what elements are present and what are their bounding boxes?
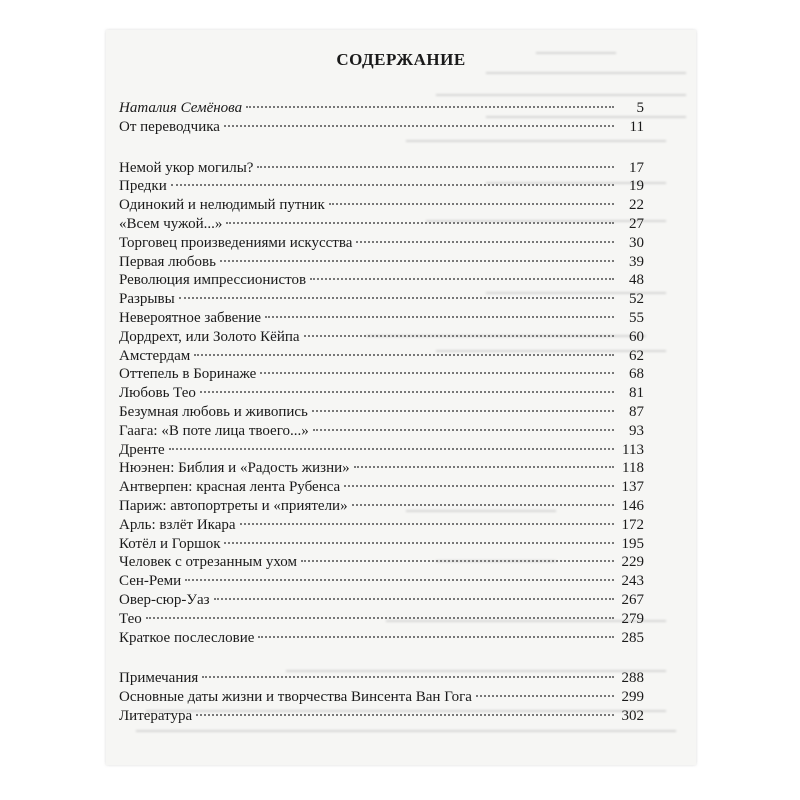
section-gap xyxy=(119,647,644,669)
toc-entry-title: Безумная любовь и живопись xyxy=(119,403,308,420)
toc-entry[interactable] xyxy=(119,572,644,591)
toc-entry-title: Тео xyxy=(119,610,142,627)
dot-leader xyxy=(344,485,614,487)
toc-entry-page: 267 xyxy=(621,591,644,608)
book-page xyxy=(106,30,696,765)
toc-entry-title: Овер-сюр-Уаз xyxy=(119,591,210,608)
toc-entry-title: Париж: автопортреты и «приятели» xyxy=(119,497,348,514)
toc-entry-title: Амстердам xyxy=(119,347,191,364)
page-title: СОДЕРЖАНИЕ xyxy=(336,50,466,69)
toc-entry-page: 229 xyxy=(621,554,644,571)
section-gap xyxy=(119,137,644,159)
toc-entry-page: 27 xyxy=(629,215,644,232)
toc-entry-page: 243 xyxy=(621,573,644,590)
dot-leader xyxy=(265,316,614,318)
toc-entry-page: 288 xyxy=(621,670,644,687)
dot-leader xyxy=(224,542,614,544)
dot-leader xyxy=(354,466,614,468)
toc-entry[interactable] xyxy=(119,478,644,497)
dot-leader xyxy=(169,448,614,450)
toc-entry[interactable] xyxy=(119,177,644,196)
dot-leader xyxy=(352,504,614,506)
dot-leader xyxy=(258,636,614,638)
toc-entry-title: Гаага: «В поте лица твоего...» xyxy=(119,422,309,439)
toc-entry-page: 146 xyxy=(621,497,644,514)
toc-entry-title: Литература xyxy=(119,707,193,724)
toc-entry-page: 93 xyxy=(629,422,644,439)
toc-entry[interactable] xyxy=(119,535,644,554)
toc-entry-title: От переводчика xyxy=(119,118,220,135)
toc-entry[interactable] xyxy=(119,459,644,478)
dot-leader xyxy=(214,598,614,600)
dot-leader xyxy=(301,560,614,562)
toc-entry-page: 285 xyxy=(621,629,644,646)
toc-entry-page: 87 xyxy=(629,403,644,420)
dot-leader xyxy=(476,695,614,697)
dot-leader xyxy=(260,372,614,374)
toc-entry-title: Антверпен: красная лента Рубенса xyxy=(119,479,341,496)
toc-entry[interactable] xyxy=(119,253,644,272)
dot-leader xyxy=(329,203,614,205)
toc-entry[interactable] xyxy=(119,159,644,178)
table-of-contents xyxy=(119,99,644,726)
dot-leader xyxy=(185,579,614,581)
dot-leader xyxy=(310,278,614,280)
dot-leader xyxy=(196,714,614,716)
toc-entry-page: 118 xyxy=(622,460,644,477)
dot-leader xyxy=(200,391,614,393)
toc-entry-page: 302 xyxy=(621,707,644,724)
dot-leader xyxy=(224,125,614,127)
toc-entry-page: 17 xyxy=(629,159,644,176)
toc-entry[interactable] xyxy=(119,234,644,253)
toc-entry-title: Разрывы xyxy=(119,291,175,308)
dot-leader xyxy=(179,297,614,299)
toc-entry-title: Торговец произведениями искусства xyxy=(119,234,353,251)
toc-entry-title: Наталия Семёнова xyxy=(119,100,243,116)
dot-leader xyxy=(356,241,614,243)
toc-entry-page: 81 xyxy=(629,385,644,402)
dot-leader xyxy=(312,410,614,412)
toc-entry[interactable] xyxy=(119,516,644,535)
toc-entry-title: «Всем чужой...» xyxy=(119,215,223,232)
dot-leader xyxy=(257,166,614,168)
toc-entry-page: 30 xyxy=(629,234,644,251)
dot-leader xyxy=(146,617,614,619)
toc-entry[interactable] xyxy=(119,347,644,366)
toc-entry[interactable] xyxy=(119,610,644,629)
toc-entry-title: Нюэнен: Библия и «Радость жизни» xyxy=(119,460,350,477)
toc-entry-page: 52 xyxy=(629,291,644,308)
toc-entry-title: Краткое послесловие xyxy=(119,629,255,646)
toc-entry-page: 48 xyxy=(629,272,644,289)
toc-entry-page: 11 xyxy=(629,118,644,135)
dot-leader xyxy=(220,260,614,262)
toc-entry[interactable] xyxy=(119,290,644,309)
toc-entry-page: 55 xyxy=(629,309,644,326)
toc-entry-page: 113 xyxy=(622,441,644,458)
toc-entry[interactable] xyxy=(119,384,644,403)
toc-entry[interactable] xyxy=(119,118,644,137)
toc-entry-page: 279 xyxy=(621,610,644,627)
toc-entry[interactable] xyxy=(119,422,644,441)
toc-entry-title: Оттепель в Боринаже xyxy=(119,366,257,383)
toc-entry-page: 22 xyxy=(629,197,644,214)
toc-entry-title: Революция импрессионистов xyxy=(119,272,307,289)
toc-entry[interactable] xyxy=(119,365,644,384)
toc-entry-title: Предки xyxy=(119,178,167,195)
toc-entry-page: 172 xyxy=(621,516,644,533)
dot-leader xyxy=(226,222,614,224)
toc-entry-title: Сен-Реми xyxy=(119,573,182,590)
toc-entry[interactable] xyxy=(119,196,644,215)
toc-entry[interactable] xyxy=(119,591,644,610)
toc-entry-title: Арль: взлёт Икара xyxy=(119,516,236,533)
toc-entry-page: 19 xyxy=(629,178,644,195)
toc-entry-page: 137 xyxy=(621,479,644,496)
toc-entry-title: Дренте xyxy=(119,441,165,458)
toc-entry-title: Дордрехт, или Золото Кёйпа xyxy=(119,328,300,345)
toc-entry[interactable] xyxy=(119,669,644,688)
dot-leader xyxy=(171,184,614,186)
toc-entry[interactable] xyxy=(119,271,644,290)
dot-leader xyxy=(240,523,614,525)
toc-entry-page: 39 xyxy=(629,253,644,270)
toc-entry[interactable] xyxy=(119,629,644,648)
toc-entry[interactable] xyxy=(119,441,644,460)
toc-entry[interactable] xyxy=(119,99,644,118)
toc-entry-title: Одинокий и нелюдимый путник xyxy=(119,197,325,214)
toc-entry-page: 195 xyxy=(621,535,644,552)
toc-entry-title: Основные даты жизни и творчества Винсента Ван Гога xyxy=(119,689,472,706)
toc-entry-title: Человек с отрезанным ухом xyxy=(119,554,297,571)
toc-entry-page: 299 xyxy=(621,689,644,706)
toc-entry-title: Примечания xyxy=(119,670,199,687)
dot-leader xyxy=(313,429,614,431)
toc-entry[interactable] xyxy=(119,215,644,234)
toc-entry-page: 68 xyxy=(629,366,644,383)
dot-leader xyxy=(202,676,614,678)
toc-entry-page: 60 xyxy=(629,328,644,345)
toc-entry[interactable] xyxy=(119,707,644,726)
toc-entry-page: 62 xyxy=(629,347,644,364)
toc-entry-title: Котёл и Горшок xyxy=(119,535,221,552)
toc-entry-page: 5 xyxy=(636,100,644,116)
dot-leader xyxy=(304,335,614,337)
toc-entry[interactable] xyxy=(119,688,644,707)
toc-entry[interactable] xyxy=(119,309,644,328)
toc-entry-title: Любовь Тео xyxy=(119,385,196,402)
toc-entry-title: Невероятное забвение xyxy=(119,309,262,326)
toc-entry[interactable] xyxy=(119,553,644,572)
dot-leader xyxy=(194,354,614,356)
toc-entry[interactable] xyxy=(119,497,644,516)
toc-entry[interactable] xyxy=(119,328,644,347)
dot-leader xyxy=(246,106,614,108)
toc-entry-title: Немой укор могилы? xyxy=(119,159,254,176)
toc-entry[interactable] xyxy=(119,403,644,422)
toc-entry-title: Первая любовь xyxy=(119,253,216,270)
